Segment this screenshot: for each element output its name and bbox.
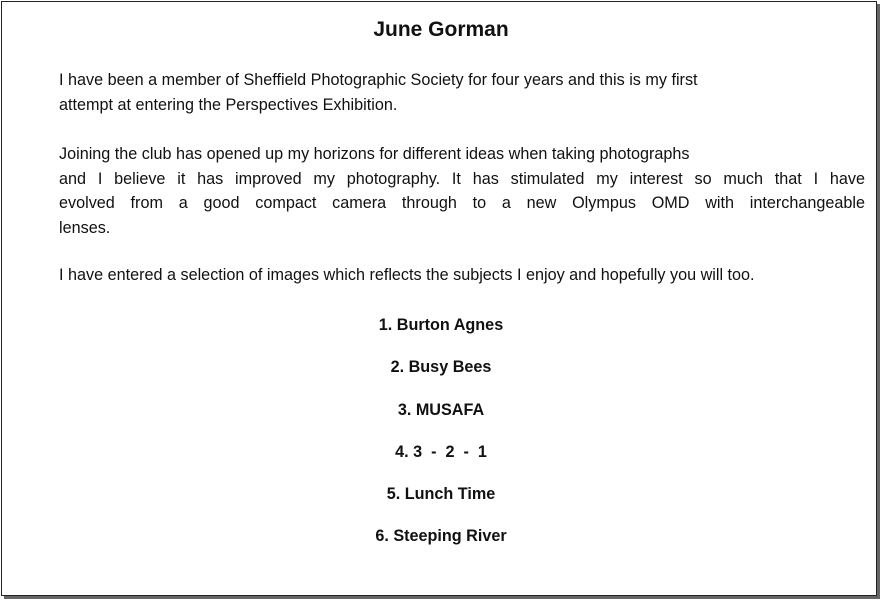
intro-line-1: I have been a member of Sheffield Photographic Society for four years and this is my first <box>59 71 698 89</box>
intro-paragraph <box>59 68 865 117</box>
author-title: June Gorman <box>373 18 509 41</box>
image-list-item: 3. MUSAFA <box>397 400 485 419</box>
intro-line-2: attempt at entering the Perspectives Exhibition. <box>59 95 398 114</box>
club-line-3: evolved from a good compact camera through to a new Olympus OMD with interchangeable <box>59 194 865 212</box>
image-list <box>0 313 882 567</box>
image-list-item: 6. Steeping River <box>375 527 507 546</box>
selection-line-1: I have entered a selection of images which reflects the subjects I enjoy and hopefully you will too. <box>59 266 755 284</box>
selection-paragraph <box>59 263 865 288</box>
club-line-1: Joining the club has opened up my horizons for different ideas when taking photographs <box>59 145 690 163</box>
club-line-2: and I believe it has improved my photography. It has stimulated my interest so much that I have <box>59 169 865 188</box>
image-list-item: 1. Burton Agnes <box>378 316 504 334</box>
club-paragraph <box>59 142 865 240</box>
image-list-item: 5. Lunch Time <box>386 485 496 504</box>
club-line-4: lenses. <box>59 218 111 237</box>
image-list-item: 2. Busy Bees <box>390 358 492 377</box>
image-list-item: 4. 3 - 2 - 1 <box>395 442 487 461</box>
